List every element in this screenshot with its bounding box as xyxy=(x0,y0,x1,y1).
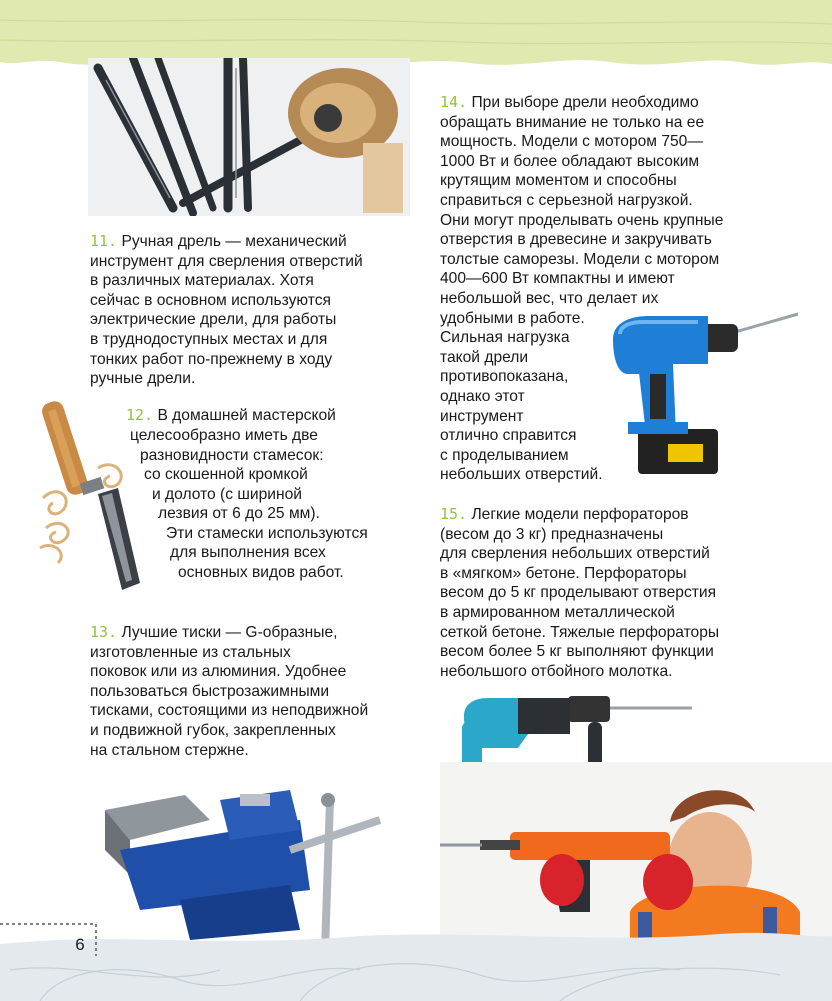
section-12-line: и долото (с шириной xyxy=(152,486,302,503)
section-12-line: В домашней мастерской xyxy=(157,407,336,424)
section-11-line: в различных материалах. Хотя xyxy=(90,272,314,290)
section-11-line: сейчас в основном используются xyxy=(90,291,331,309)
section-11-line: Ручная дрель — механический xyxy=(121,233,347,250)
section-11-line: в труднодоступных местах и для xyxy=(90,330,328,348)
section-14-line: 400—600 Вт компактны и имеют xyxy=(440,270,675,288)
page-number: 6 xyxy=(75,935,85,954)
section-14-line: обращать внимание не только на ее xyxy=(440,113,705,131)
section-13-line: Лучшие тиски — G-образные, xyxy=(121,624,338,641)
section-11-line: электрические дрели, для работы xyxy=(90,311,337,329)
section-15-line: Легкие модели перфораторов xyxy=(471,506,689,523)
section-12-line: Эти стамески используются xyxy=(166,525,368,542)
section-14-line: однако этот xyxy=(440,387,525,405)
section-13-line: пользоваться быстрозажимными xyxy=(90,682,330,700)
section-14-line: мощность. Модели с мотором 750— xyxy=(440,133,703,151)
section-13-line: и подвижной губок, закрепленных xyxy=(90,721,336,739)
section-13-line: тисками, состоящими из неподвижной xyxy=(90,702,369,720)
boy-with-perforator-photo xyxy=(440,762,832,952)
section-15-line: весом более 5 кг выполняют функции xyxy=(440,643,714,661)
section-14-line: толстые саморезы. Модели с мотором xyxy=(440,250,720,268)
section-15-line: в армированном металлической xyxy=(440,603,675,621)
section-15-line: (весом до 3 кг) предназначены xyxy=(440,525,664,543)
section-11-line: ручные дрели. xyxy=(90,370,196,388)
section-14-line: с проделыванием xyxy=(440,446,569,464)
section-13-text xyxy=(90,623,368,760)
section-12-line: целесообразно иметь две xyxy=(130,427,318,444)
section-13-number: 13. xyxy=(90,623,118,641)
section-14-line: небольших отверстий. xyxy=(440,466,603,484)
section-14-line: крутящим моментом и способны xyxy=(440,172,677,190)
section-14-line: противопоказана, xyxy=(440,368,569,386)
section-13-line: на стальном стержне. xyxy=(90,741,249,759)
section-14-line: справиться с серьезной нагрузкой. xyxy=(440,191,693,209)
section-13-line: изготовленные из стальных xyxy=(90,643,291,661)
bottom-decorative-band xyxy=(0,930,832,1001)
cordless-drill-photo xyxy=(608,304,800,484)
section-11-text xyxy=(90,232,363,389)
section-14-line: Сильная нагрузка xyxy=(440,329,570,347)
section-15-text xyxy=(440,505,719,681)
section-12-line: основных видов работ. xyxy=(178,564,344,581)
section-14-line: отлично справится xyxy=(440,427,577,445)
section-14-line: При выборе дрели необходимо xyxy=(471,94,699,111)
section-15-line: весом до 5 кг проделывают отверстия xyxy=(440,584,717,602)
section-12-line: лезвия от 6 до 25 мм). xyxy=(158,505,320,522)
section-14-line: отверстия в древесине и закручивать xyxy=(440,231,712,249)
section-14-line: инструмент xyxy=(440,407,524,425)
section-15-line: в «мягком» бетоне. Перфораторы xyxy=(440,564,687,582)
section-15-line: для сверления небольших отверстий xyxy=(440,545,710,563)
section-14-line: удобными в работе. xyxy=(440,309,585,327)
drill-bits-photo xyxy=(88,58,410,216)
section-12-line: разновидности стамесок: xyxy=(140,447,324,464)
section-14-line: 1000 Вт и более обладают высоким xyxy=(440,152,700,170)
section-12-line: со скошенной кромкой xyxy=(144,466,308,483)
section-15-line: небольшого отбойного молотка. xyxy=(440,662,673,680)
section-14-line: небольшой вес, что делает их xyxy=(440,289,659,307)
section-14-number: 14. xyxy=(440,93,468,111)
section-11-number: 11. xyxy=(90,232,118,250)
section-11-line: тонких работ по-прежнему в ходу xyxy=(90,350,333,368)
section-15-line: сеткой бетоне. Тяжелые перфораторы xyxy=(440,623,720,641)
section-13-line: поковок или из алюминия. Удобнее xyxy=(90,663,347,681)
section-14-line: Они могут проделывать очень крупные xyxy=(440,211,724,229)
section-12-line: для выполнения всех xyxy=(170,544,326,561)
section-15-number: 15. xyxy=(440,505,468,523)
section-12-number: 12. xyxy=(126,406,154,424)
section-14-line: такой дрели xyxy=(440,348,529,366)
section-11-line: инструмент для сверления отверстий xyxy=(90,252,363,270)
